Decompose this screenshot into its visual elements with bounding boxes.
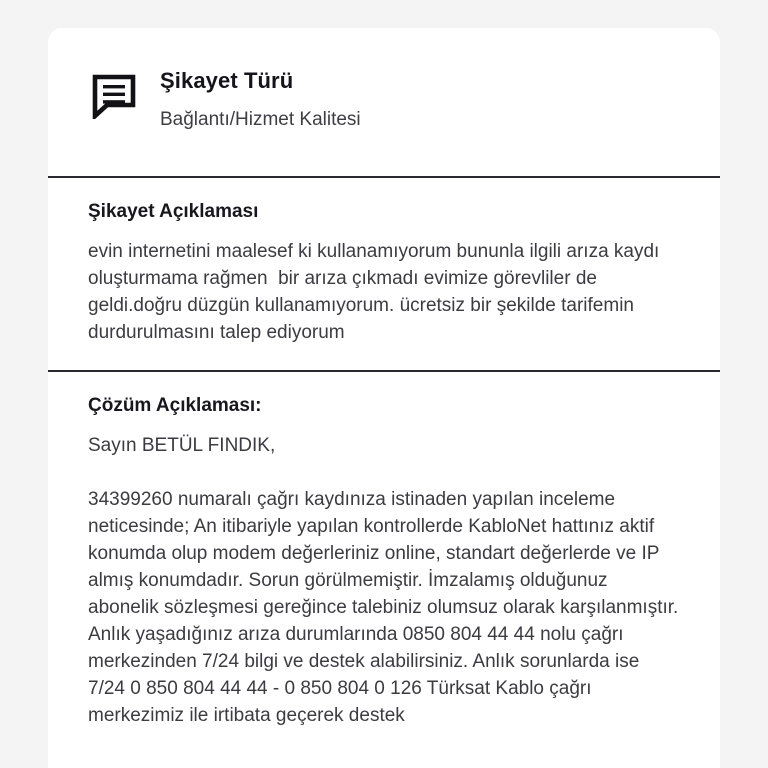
header-text-group — [142, 68, 720, 132]
resolution-description-heading: Çözüm Açıklaması: — [88, 394, 262, 416]
resolution-description-section — [48, 372, 720, 729]
complaint-description-heading: Şikayet Açıklaması — [88, 201, 259, 223]
resolution-greeting: Sayın BETÜL FINDIK, — [88, 434, 276, 456]
card-header — [48, 28, 720, 132]
resolution-contact-text: Anlık yaşadığınız arıza durumlarında 0850 804 44 44 nolu çağrı merkezinden 7/24 bilgi ve destek alabilirsiniz. Anlık sorunlarda ise 7/24 0 850 804 44 44 - 0 850 804 0 126 Türksat Kablo çağrı merkezimiz ile irtibata geçerek destek — [88, 623, 645, 726]
resolution-spacer — [88, 459, 680, 486]
complaint-detail-card — [48, 28, 720, 768]
page-title: Şikayet Türü — [160, 68, 294, 93]
resolution-body-text: 34399260 numaralı çağrı kaydınıza istinaden yapılan inceleme neticesinde; An itibariyle yapılan kontrollerde KabloNet hattınız aktif konumda olup modem değerleriniz online, standart değerlerde ve IP almış konumdadır. Sorun görülmemiştir. İmzalamış olduğunuz abonelik sözleşmesi gereğince talebiniz olumsuz olarak karşılanmıştır. — [88, 488, 679, 618]
comment-bubble-icon — [86, 73, 142, 119]
complaint-description-section — [48, 178, 720, 370]
complaint-type-value: Bağlantı/Hizmet Kalitesi — [160, 109, 361, 131]
complaint-description-text: evin internetini maalesef ki kullanamıyorum bununla ilgili arıza kaydı oluşturmama rağmen bir arıza çıkmadı evimize görevliler de geldi.doğru düzgün kullanamıyorum. ücretsiz bir şekilde tarifemin durdurulmasını talep ediyorum — [88, 240, 665, 343]
